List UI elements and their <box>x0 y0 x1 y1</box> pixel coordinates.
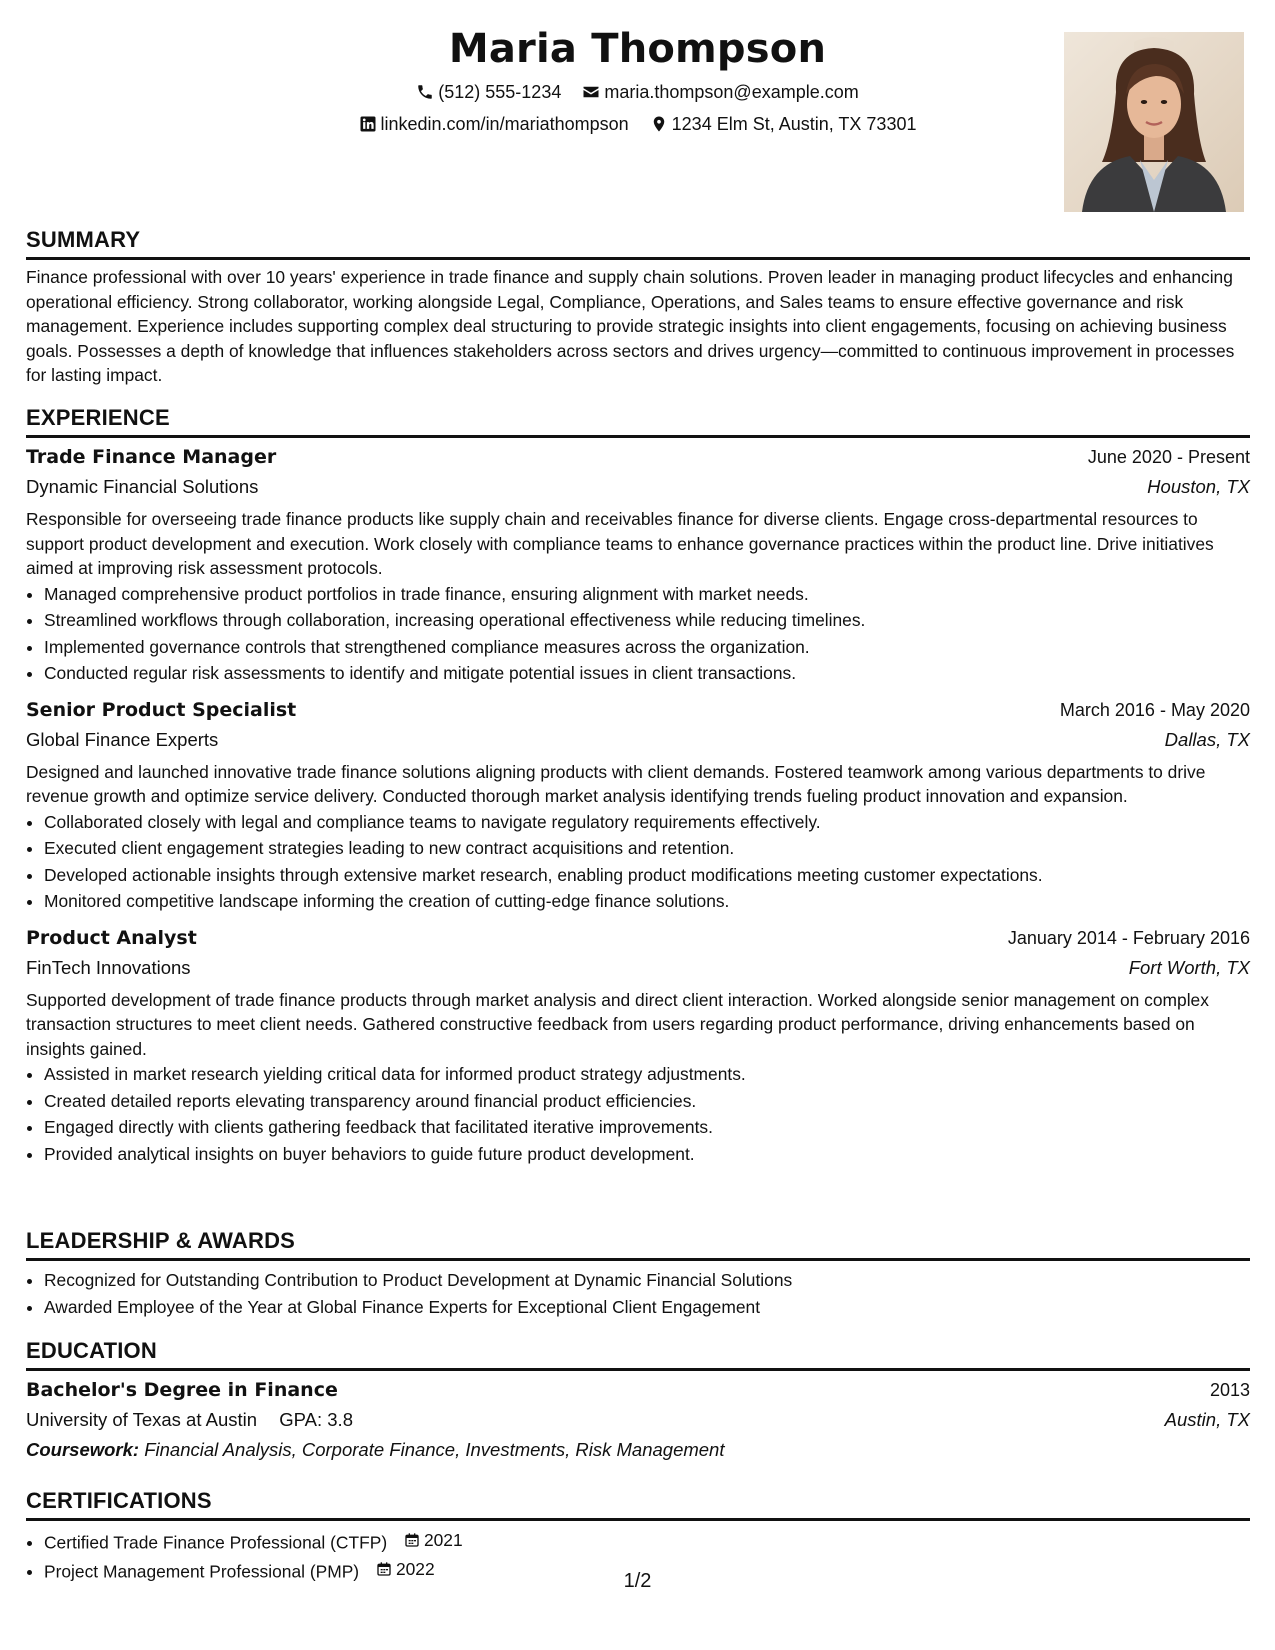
candidate-name: Maria Thompson <box>448 26 827 72</box>
experience-heading: EXPERIENCE <box>26 404 1250 438</box>
job-bullet: • Collaborated closely with legal and compliance teams to navigate regulatory requirements effectively. <box>44 809 1250 836</box>
certification-item <box>44 1527 1250 1556</box>
calendar-icon <box>404 1532 420 1548</box>
school-name: University of Texas at Austin <box>26 1409 258 1430</box>
job-company: Global Finance Experts <box>26 728 219 750</box>
job-bullet: • Developed actionable insights through extensive market research, enabling product modifications meeting customer expectations. <box>44 862 1250 889</box>
job-entry <box>26 695 1250 915</box>
linkedin-icon <box>359 115 377 133</box>
award-item: • Awarded Employee of the Year at Global Finance Experts for Exceptional Client Engagement <box>44 1294 1250 1321</box>
email-text: maria.thompson@example.com <box>604 82 859 102</box>
job-bullets <box>26 581 1250 687</box>
map-pin-icon <box>650 115 668 133</box>
coursework-label: Coursework: <box>26 1439 140 1460</box>
degree-title: Bachelor's Degree in Finance <box>26 1379 338 1401</box>
gpa: GPA: 3.8 <box>279 1409 353 1430</box>
address-text: 1234 Elm St, Austin, TX 73301 <box>671 114 917 134</box>
school-line <box>26 1405 353 1435</box>
summary-heading: SUMMARY <box>26 226 1250 260</box>
certifications-heading: CERTIFICATIONS <box>26 1487 1250 1521</box>
school-location: Austin, TX <box>1164 1409 1250 1430</box>
certification-year: 2021 <box>423 1530 463 1550</box>
page-number: 1/2 <box>623 1570 652 1592</box>
job-location: Dallas, TX <box>1164 728 1250 750</box>
job-bullets <box>26 1061 1250 1167</box>
education-section <box>26 1337 1250 1465</box>
certification-name: Certified Trade Finance Professional (CTFP) <box>44 1532 388 1553</box>
job-dates: March 2016 - May 2020 <box>1059 699 1250 720</box>
certification-year: 2022 <box>395 1558 435 1579</box>
profile-photo <box>1064 32 1244 212</box>
job-description: Supported development of trade finance products through market analysis and direct client interaction. Worked alongside senior management on complex transaction structures to meet client needs. Gathered constructive feedback from users regarding product performance, driving enhancements based on insights gained. <box>26 989 1209 1059</box>
job-location: Fort Worth, TX <box>1128 956 1250 978</box>
job-bullet: • Engaged directly with clients gathering feedback that facilitated iterative improvements. <box>44 1114 1250 1141</box>
job-bullet: • Streamlined workflows through collaboration, increasing operational effectiveness while reducing timelines. <box>44 607 1250 634</box>
job-bullet: • Assisted in market research yielding critical data for informed product strategy adjustments. <box>44 1061 1250 1088</box>
job-bullet: • Created detailed reports elevating transparency around financial product efficiencies. <box>44 1088 1250 1115</box>
leadership-heading: LEADERSHIP & AWARDS <box>26 1227 1250 1261</box>
award-item: • Recognized for Outstanding Contribution to Product Development at Dynamic Financial Solutions <box>44 1267 1250 1294</box>
leadership-list <box>26 1267 1250 1320</box>
job-bullet: • Conducted regular risk assessments to identify and mitigate potential issues in client transactions. <box>44 660 1250 687</box>
job-company: Dynamic Financial Solutions <box>26 476 259 497</box>
summary-text: Finance professional with over 10 years' experience in trade finance and supply chain solutions. Proven leader in managing product lifecycles and enhancing operational efficiency. Strong collaborator, working alongside Legal, Compliance, Operations, and Sales teams to ensure effective governance and risk management. Experience includes supporting complex deal structuring to provide strategic insights into client engagements, focusing on achieving business goals. Possesses a depth of knowledge that influences stakeholders across sectors and drives urgency—committed to continuous improvement in processes for lasting impact. <box>26 267 1235 385</box>
certification-date <box>404 1527 463 1554</box>
summary-section <box>26 226 1250 388</box>
job-location: Houston, TX <box>1147 476 1250 497</box>
job-entry <box>26 923 1250 1168</box>
job-bullet: • Implemented governance controls that strengthened compliance measures across the organization. <box>44 634 1250 661</box>
job-description: Designed and launched innovative trade finance solutions aligning products with client demands. Fostered teamwork among various departments to drive revenue growth and optimize service delivery. Conducted thorough market analysis identifying trends fueling product innovation and expansion. <box>26 761 1206 806</box>
job-bullet: • Managed comprehensive product portfolios in trade finance, ensuring alignment with market needs. <box>44 581 1250 608</box>
coursework-line <box>26 1435 1250 1465</box>
email-contact[interactable] <box>582 80 858 104</box>
job-bullet: • Executed client engagement strategies leading to new contract acquisitions and retention. <box>44 835 1250 862</box>
phone-text: (512) 555-1234 <box>438 82 562 102</box>
coursework-list: Financial Analysis, Corporate Finance, Investments, Risk Management <box>144 1439 725 1460</box>
job-dates: January 2014 - February 2016 <box>1007 927 1250 948</box>
graduation-year: 2013 <box>1209 1380 1250 1400</box>
address-contact <box>650 112 917 136</box>
linkedin-text: linkedin.com/in/mariathompson <box>380 114 629 134</box>
certification-name: Project Management Professional (PMP) <box>44 1561 360 1581</box>
job-bullet: • Monitored competitive landscape informing the creation of cutting-edge finance solutions. <box>44 888 1250 915</box>
education-heading: EDUCATION <box>26 1337 1250 1371</box>
job-title: Senior Product Specialist <box>26 698 297 721</box>
phone-contact[interactable] <box>416 80 561 104</box>
linkedin-contact[interactable] <box>359 112 629 136</box>
leadership-section <box>26 1227 1250 1320</box>
experience-section <box>26 404 1250 1167</box>
job-bullets <box>26 809 1250 915</box>
phone-icon <box>416 83 434 101</box>
envelope-icon <box>582 83 600 101</box>
job-title: Trade Finance Manager <box>26 446 277 468</box>
job-description: Responsible for overseeing trade finance products like supply chain and receivables finance for diverse clients. Engage cross-departmental resources to support product development and execution. Work closely with compliance teams to enhance governance practices within the product line. Drive initiatives aimed at improving risk assessment protocols. <box>26 509 1214 578</box>
job-dates: June 2020 - Present <box>1087 447 1250 467</box>
job-company: FinTech Innovations <box>26 956 191 978</box>
job-title: Product Analyst <box>26 926 197 949</box>
job-entry <box>26 442 1250 687</box>
job-bullet: • Provided analytical insights on buyer behaviors to guide future product development. <box>44 1141 1250 1168</box>
